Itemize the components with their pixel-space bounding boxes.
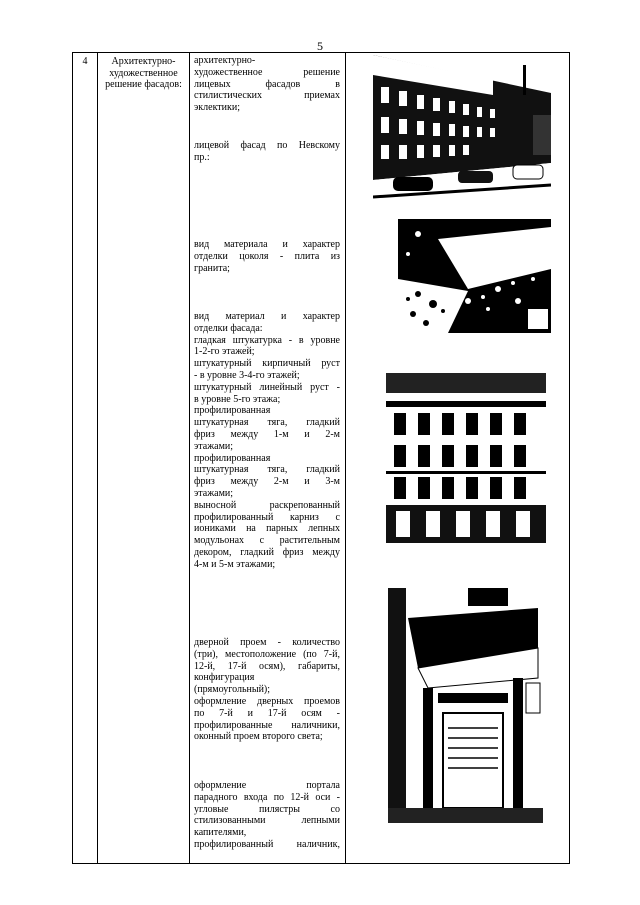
- desc-line: стилизованными лепными: [194, 815, 340, 827]
- desc-line: эклектики;: [194, 102, 241, 114]
- desc-line: профилированная: [194, 405, 271, 417]
- desc-line: (три), местоположение (по 7-й,: [194, 648, 340, 660]
- desc-line: иониками на парных лепных: [194, 523, 340, 535]
- category-line: решение фасадов:: [105, 79, 182, 90]
- granite-plinth-photo: [398, 219, 551, 333]
- desc-block-portal: [194, 780, 340, 851]
- desc-line: (прямоугольный);: [194, 684, 271, 696]
- desc-line: угловые пилястры со: [194, 803, 340, 815]
- desc-line: штукатурная тяга, гладкий: [194, 417, 340, 429]
- desc-line: лицевой фасад по Невскому: [194, 140, 340, 151]
- desc-line: этажами;: [194, 487, 234, 499]
- portal-entrance-photo: [388, 588, 543, 823]
- desc-line: оформление портала: [194, 780, 340, 791]
- desc-line: архитектурно-: [194, 55, 256, 66]
- desc-line: профилированная: [194, 452, 271, 464]
- desc-line: отделки фасада:: [194, 322, 263, 334]
- column-divider: [97, 53, 98, 863]
- desc-line: капителями,: [194, 827, 247, 839]
- desc-line: фриз между 2-м и 3-м: [194, 476, 340, 488]
- desc-line: фриз между 1-м и 2-м: [194, 428, 340, 440]
- desc-line: гладкая штукатурка - в уровне: [194, 334, 340, 346]
- category-line: художественное: [109, 67, 178, 79]
- desc-line: парадного входа по 12-й оси -: [194, 791, 340, 803]
- desc-line: отделки цоколя - плита из: [194, 250, 340, 262]
- category-line: Архитектурно-: [111, 56, 176, 67]
- desc-line: пр.:: [194, 151, 210, 163]
- column-divider: [345, 53, 346, 863]
- desc-block-facade-style: [194, 55, 340, 114]
- street-facade-photo: [373, 55, 551, 204]
- desc-line: оформление дверных проемов: [194, 695, 340, 707]
- attribute-table: [72, 52, 570, 864]
- desc-line: художественное решение: [194, 66, 340, 78]
- desc-line: выносной раскрепованный: [194, 499, 340, 511]
- desc-line: вид материала и характер: [194, 239, 340, 250]
- desc-line: по 7-й и 17-й осям -: [194, 707, 340, 719]
- desc-line: декором, гладкий фриз между: [194, 546, 340, 558]
- desc-line: 4-м и 5-м этажами;: [194, 558, 276, 570]
- facade-detail-photo: [386, 373, 546, 543]
- desc-line: вид материал и характер: [194, 311, 340, 322]
- desc-line: профилированный наличник,: [194, 838, 340, 850]
- desc-line: дверной проем - количество: [194, 637, 340, 648]
- row-category: [98, 56, 189, 91]
- desc-line: профилированные наличники,: [194, 719, 340, 731]
- desc-line: этажами;: [194, 440, 234, 452]
- row-number: 4: [82, 56, 88, 67]
- desc-line: 12-й, 17-й осям), габариты,: [194, 660, 340, 672]
- desc-line: - в уровне 3-4-го этажей;: [194, 369, 300, 381]
- desc-block-plinth: [194, 239, 340, 274]
- desc-line: штукатурная тяга, гладкий: [194, 464, 340, 476]
- desc-block-doorways: [194, 637, 340, 743]
- desc-line: лицевых фасадов в: [194, 78, 340, 90]
- desc-line: стилистических приемах: [194, 90, 340, 102]
- desc-line: оконный проем второго света;: [194, 731, 323, 743]
- desc-line: штукатурный кирпичный руст: [194, 358, 340, 370]
- desc-block-nevsky-facade: [194, 140, 340, 164]
- desc-line: конфигурация: [194, 672, 255, 684]
- desc-line: 1-2-го этажей;: [194, 346, 255, 358]
- desc-line: гранита;: [194, 262, 230, 274]
- desc-block-facade-finish: [194, 311, 340, 571]
- column-divider: [189, 53, 190, 863]
- desc-line: в уровне 5-го этажа;: [194, 393, 281, 405]
- desc-line: профилированный карниз с: [194, 511, 340, 523]
- page-number: 5: [317, 39, 323, 53]
- desc-line: штукатурный линейный руст -: [194, 381, 340, 393]
- desc-line: модульонах с растительным: [194, 535, 340, 547]
